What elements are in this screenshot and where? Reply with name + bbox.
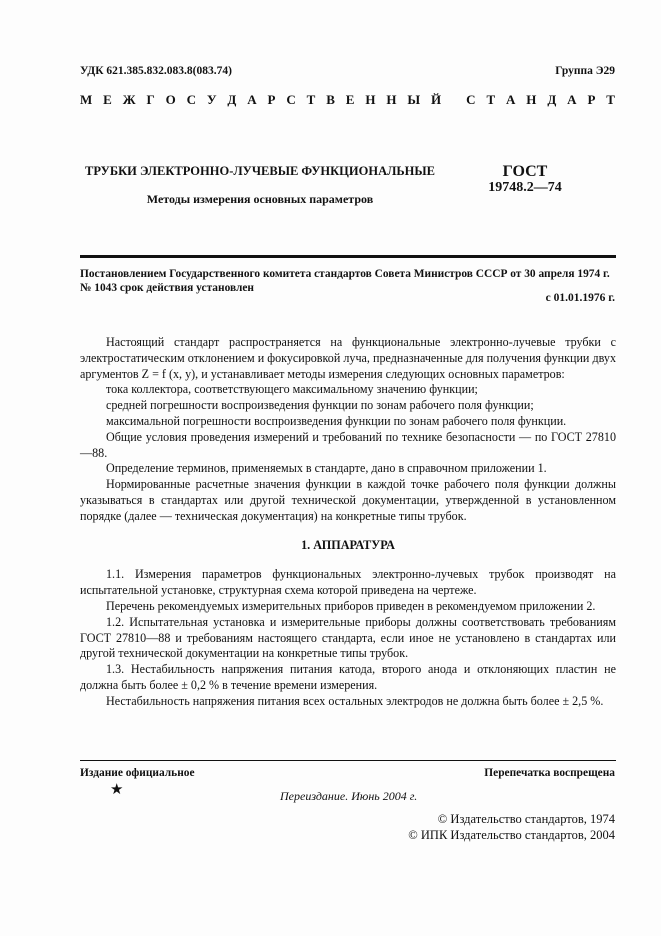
footer-divider	[80, 760, 616, 761]
banner-letter: С	[466, 92, 476, 107]
banner-letter: Н	[365, 92, 376, 107]
paragraph: Настоящий стандарт распространяется на функциональные электронно-лучевые трубки с электростатическим отклонением и фокусировкой луча, предназначенные для получения функции двух аргументов Z = f (x, y), и устанавливает методы измерения следующих основных параметров:	[80, 335, 616, 381]
banner-letter: Е	[345, 92, 355, 107]
banner-letter: А	[247, 92, 257, 107]
banner-letter: Т	[486, 92, 496, 107]
paragraph: Определение терминов, применяемых в стандарте, дано в справочном приложении 1.	[106, 461, 547, 476]
banner-letter: С	[286, 92, 296, 107]
paragraph: Нормированные расчетные значения функции в каждой точке рабочего поля функции должны указываться в стандартах или другой технической документации, утвержденной в установленном порядке (далее — техническая документация) на конкретные типы трубок.	[80, 477, 616, 523]
banner-letter: Г	[146, 92, 155, 107]
paragraph: 1.1. Измерения параметров функциональных электронно-лучевых трубок производят на испытательной установке, структурная схема которой приведена на чертеже.	[80, 567, 616, 598]
effective-date: с 01.01.1976 г.	[545, 292, 615, 304]
official-edition-label: Издание официальное	[80, 767, 195, 779]
banner-letter: Н	[526, 92, 537, 107]
paragraph: максимальной погрешности воспроизведения функции по зонам рабочего поля функции.	[106, 413, 567, 428]
gost-label: ГОСТ	[502, 163, 548, 180]
banner-letter: Д	[547, 92, 557, 107]
banner-letter: Ж	[122, 92, 136, 107]
paragraph: Перечень рекомендуемых измерительных приборов приведен в рекомендуемом приложении 2.	[106, 598, 596, 613]
banner-letter: Т	[606, 92, 615, 107]
banner-letter: У	[206, 92, 217, 107]
paragraph: 1.3. Нестабильность напряжения питания катода, второго анода и отклоняющих пластин не должна быть более ± 0,2 % в течение времени измерения.	[80, 662, 616, 692]
banner-letter: М	[80, 92, 93, 107]
banner-letter: А	[506, 92, 516, 107]
paragraph: средней погрешности воспроизведения функции по зонам рабочего поля функции;	[106, 398, 534, 413]
banner-letter: С	[186, 92, 197, 107]
banner-letter: Д	[227, 92, 237, 107]
banner-letter: Р	[587, 92, 596, 107]
banner-gap	[452, 92, 455, 108]
banner-letter: А	[567, 92, 577, 107]
document-subtitle: Методы измерения основных параметров	[146, 192, 374, 206]
paragraph: 1.2. Испытательная установка и измерительные приборы должны соответствовать требованиям ГОСТ 27810—88 и требованиям настоящего стандарта, если иное не установлено в стандартах или другой технической документации на конкретные типы трубок.	[80, 614, 616, 661]
banner-letter: Ы	[407, 92, 421, 107]
udc-code: УДК 621.385.832.083.8(083.74)	[80, 65, 232, 77]
reprint-prohibited-label: Перепечатка воспрещена	[484, 767, 615, 779]
header-divider	[80, 255, 616, 258]
paragraph: Общие условия проведения измерений и требований по технике безопасности — по ГОСТ 27810—88.	[80, 429, 616, 460]
interstate-standard-banner	[80, 92, 615, 108]
decree-text: Постановлением Государственного комитета стандартов Совета Министров СССР от 30 апреля 1974 г. № 1043 срок действия установлен	[80, 268, 610, 294]
copyright-2004: © ИПК Издательство стандартов, 2004	[408, 828, 615, 842]
star-icon: ★	[110, 782, 124, 798]
document-body	[80, 335, 616, 710]
document-title: ТРУБКИ ЭЛЕКТРОННО-ЛУЧЕВЫЕ ФУНКЦИОНАЛЬНЫЕ	[84, 164, 436, 178]
reissue-note: Переиздание. Июнь 2004 г.	[280, 789, 418, 803]
copyright-1974: © Издательство стандартов, 1974	[437, 812, 615, 826]
banner-letter: Е	[103, 92, 112, 107]
banner-letter: Й	[431, 92, 442, 107]
section-heading: 1. АППАРАТУРА	[301, 537, 395, 552]
banner-letter: О	[165, 92, 176, 107]
paragraph: тока коллектора, соответствующего максимальному значению функции;	[106, 382, 478, 397]
banner-letter: Н	[386, 92, 397, 107]
gost-number: 19748.2—74	[488, 180, 562, 195]
banner-letter: Р	[267, 92, 276, 107]
paragraph: Нестабильность напряжения питания всех остальных электродов не должна быть более ± 2,5 %.	[106, 693, 604, 708]
banner-letter: В	[326, 92, 335, 107]
group-code: Группа Э29	[555, 65, 615, 77]
banner-letter: Т	[306, 92, 316, 107]
